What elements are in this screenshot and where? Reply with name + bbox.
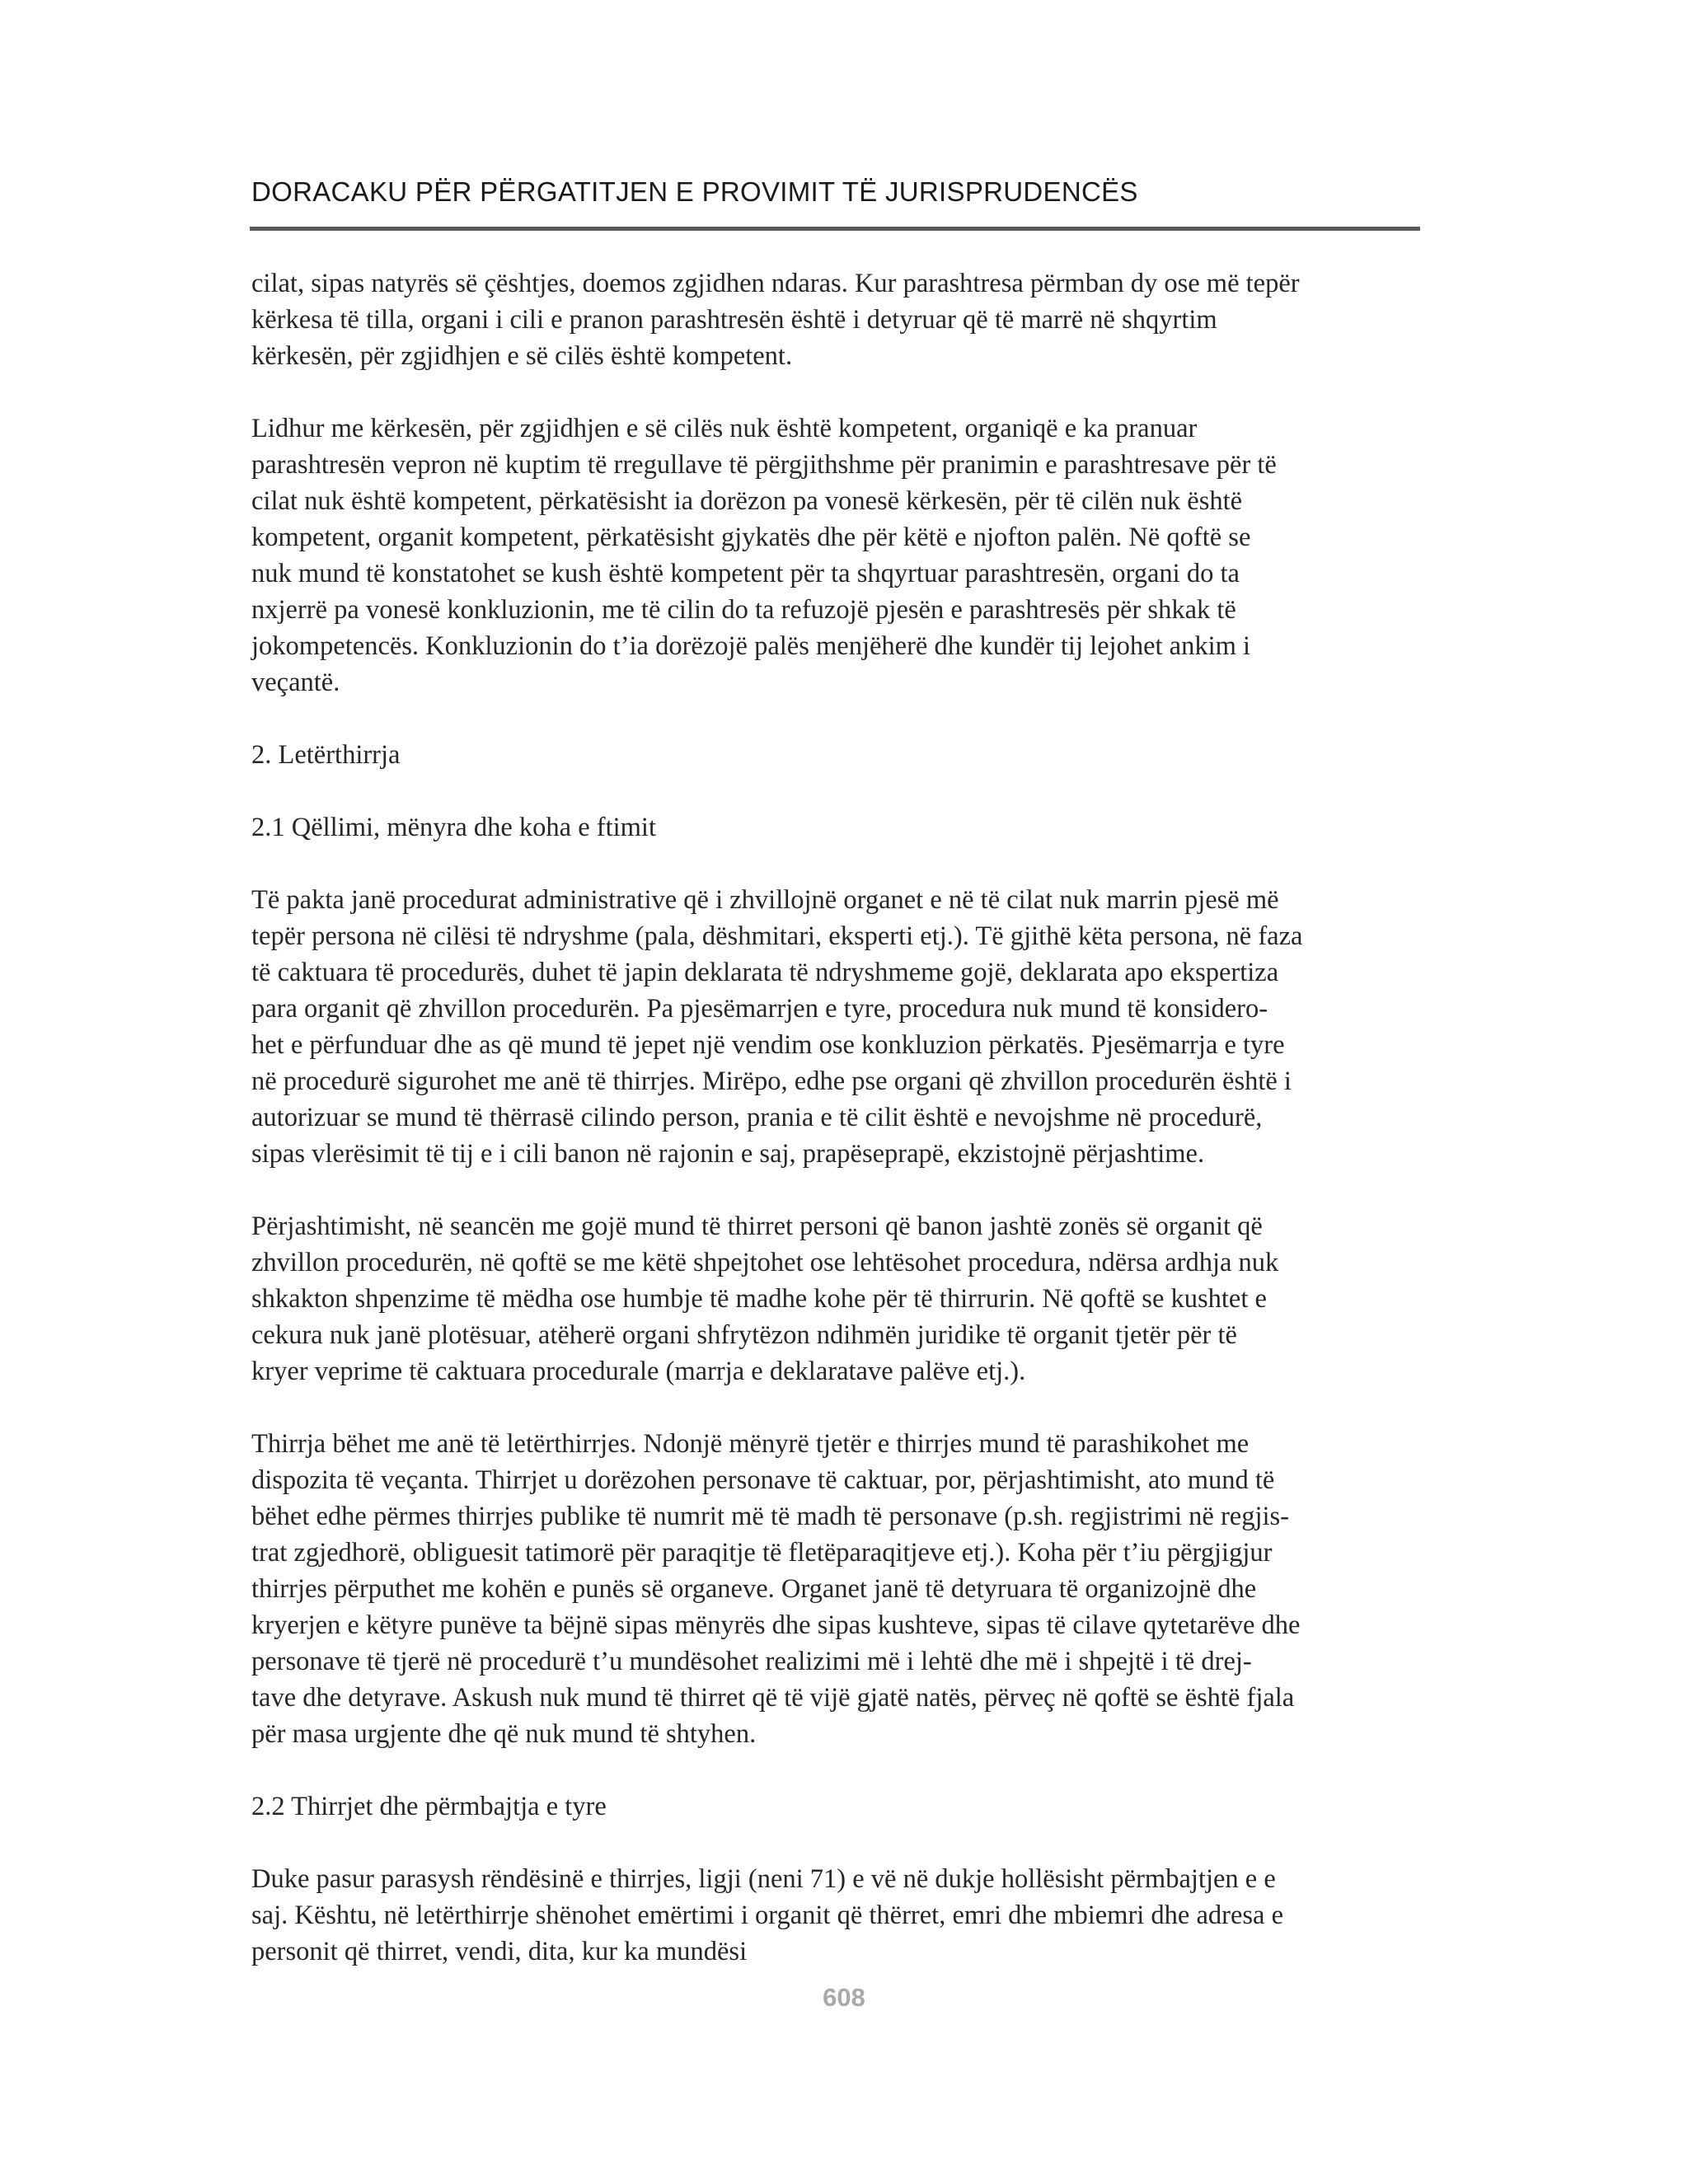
paragraph <box>251 882 1420 1172</box>
subsection-heading: 2.1 Qëllimi, mënyra dhe koha e ftimit <box>251 813 656 842</box>
text-line: personave të tjerë në procedurë t’u mundësohet realizimi më i lehtë dhe më i shpejtë i të drej- <box>251 1647 1252 1676</box>
section-heading: 2. Letërthirrja <box>251 740 401 770</box>
text-line: në procedurë sigurohet me anë të thirrjes. Mirëpo, edhe pse organi që zhvillon procedurën është i <box>251 1066 1292 1096</box>
running-header: DORACAKU PËR PËRGATITJEN E PROVIMIT TË JURISPRUDENCËS <box>251 176 1138 207</box>
text-line: saj. Kështu, në letërthirrje shënohet emërtimi i organit që thërret, emri dhe mbiemri dhe adresa e <box>251 1900 1284 1930</box>
text-line: Lidhur me kërkesën, për zgjidhjen e së cilës nuk është kompetent, organiqë e ka pranuar <box>251 414 1198 443</box>
text-line: Duke pasur parasysh rëndësinë e thirrjes, ligji (neni 71) e vë në dukje hollësisht përmbajtjen e e <box>251 1864 1276 1894</box>
paragraph <box>251 1861 1420 1970</box>
text-line: trat zgjedhorë, obliguesit tatimorë për paraqitje të fletëparaqitjeve etj.). Koha për t’iu përgjigjur <box>251 1538 1273 1568</box>
paragraph <box>251 410 1420 701</box>
paragraph <box>251 1208 1420 1390</box>
text-line: thirrjes përputhet me kohën e punës së organeve. Organet janë të detyruara të organizojnë dhe <box>251 1574 1257 1604</box>
text-line: autorizuar se mund të thërrasë cilindo person, prania e të cilit është e nevojshme në procedurë, <box>251 1103 1263 1132</box>
text-line: bëhet edhe përmes thirrjes publike të numrit më të madh të personave (p.sh. regjistrimi në regjis- <box>251 1502 1289 1531</box>
text-line: dispozita të veçanta. Thirrjet u dorëzohen personave të caktuar, por, përjashtimisht, ato mund të <box>251 1465 1275 1495</box>
text-line: nuk mund të konstatohet se kush është kompetent për ta shqyrtuar parashtresën, organi do ta <box>251 559 1240 588</box>
text-line: parashtresën vepron në kuptim të rregullave të përgjithshme për pranimin e parashtresave për të <box>251 450 1277 480</box>
text-line: Të pakta janë procedurat administrative që i zhvillojnë organet e në të cilat nuk marrin pjesë më <box>251 885 1279 915</box>
text-line: het e përfunduar dhe as që mund të jepet një vendim ose konkluzion përkatës. Pjesëmarrja e tyre <box>251 1030 1285 1060</box>
text-line: cilat nuk është kompetent, përkatësisht ia dorëzon pa vonesë kërkesën, për të cilën nuk është <box>251 486 1243 516</box>
text-line: të caktuara të procedurës, duhet të japin deklarata të ndryshmeme gojë, deklarata apo ekspertiza <box>251 958 1279 987</box>
text-line: Thirrja bëhet me anë të letërthirrjes. Ndonjë mënyrë tjetër e thirrjes mund të parashikohet me <box>251 1429 1250 1459</box>
header-rule <box>250 227 1420 231</box>
text-line: para organit që zhvillon procedurën. Pa pjesëmarrjen e tyre, procedura nuk mund të konsidero- <box>251 994 1268 1024</box>
paragraph <box>251 265 1420 374</box>
text-line: kërkesa të tilla, organi i cili e pranon parashtresën është i detyruar që të marrë në shqyrtim <box>251 305 1217 335</box>
text-line: për masa urgjente dhe që nuk mund të shtyhen. <box>251 1719 757 1749</box>
text-line: shkakton shpenzime të mëdha ose humbje të madhe kohe për të thirrurin. Në qoftë se kushtet e <box>251 1284 1267 1314</box>
text-line: tave dhe detyrave. Askush nuk mund të thirret që të vijë gjatë natës, përveç në qoftë se është fjala <box>251 1683 1295 1713</box>
text-line: cekura nuk janë plotësuar, atëherë organi shfrytëzon ndihmën juridike të organit tjetër për të <box>251 1320 1237 1350</box>
text-line: kërkesën, për zgjidhjen e së cilës është kompetent. <box>251 341 793 371</box>
text-line: kryerjen e këtyre punëve ta bëjnë sipas mënyrës dhe sipas kushteve, sipas të cilave qytetarëve dhe <box>251 1610 1301 1640</box>
text-line: zhvillon procedurën, në qoftë se me këtë shpejtohet ose lehtësohet procedura, ndërsa ardhja nuk <box>251 1248 1279 1277</box>
text-line: kompetent, organit kompetent, përkatësisht gjykatës dhe për këtë e njofton palën. Në qoftë se <box>251 523 1251 552</box>
subsection-heading: 2.2 Thirrjet dhe përmbajtja e tyre <box>251 1792 607 1821</box>
page-number: 608 <box>823 1983 865 2012</box>
text-line: personit që thirret, vendi, dita, kur ka mundësi <box>251 1937 748 1966</box>
paragraph <box>251 1426 1420 1752</box>
text-line: jokompetencës. Konkluzionin do t’ia dorëzojë palës menjëherë dhe kundër tij lejohet ankim i <box>251 631 1251 661</box>
text-line: tepër persona në cilësi të ndryshme (pala, dëshmitari, eksperti etj.). Të gjithë këta persona, në faza <box>251 921 1303 951</box>
text-line: sipas vlerësimit të tij e i cili banon në rajonin e saj, prapëseprapë, ekzistojnë përjashtime. <box>251 1139 1205 1169</box>
text-line: kryer veprime të caktuara procedurale (marrja e deklaratave palëve etj.). <box>251 1357 1026 1386</box>
text-line: nxjerrë pa vonesë konkluzionin, me të cilin do ta refuzojë pjesën e parashtresës për shkak të <box>251 595 1236 625</box>
body-text <box>251 265 1420 2006</box>
text-line: veçantë. <box>251 668 340 697</box>
text-line: cilat, sipas natyrës së çështjes, doemos zgjidhen ndaras. Kur parashtresa përmban dy ose më tepër <box>251 269 1300 298</box>
text-line: Përjashtimisht, në seancën me gojë mund të thirret personi që banon jashtë zonës së organit që <box>251 1212 1263 1241</box>
